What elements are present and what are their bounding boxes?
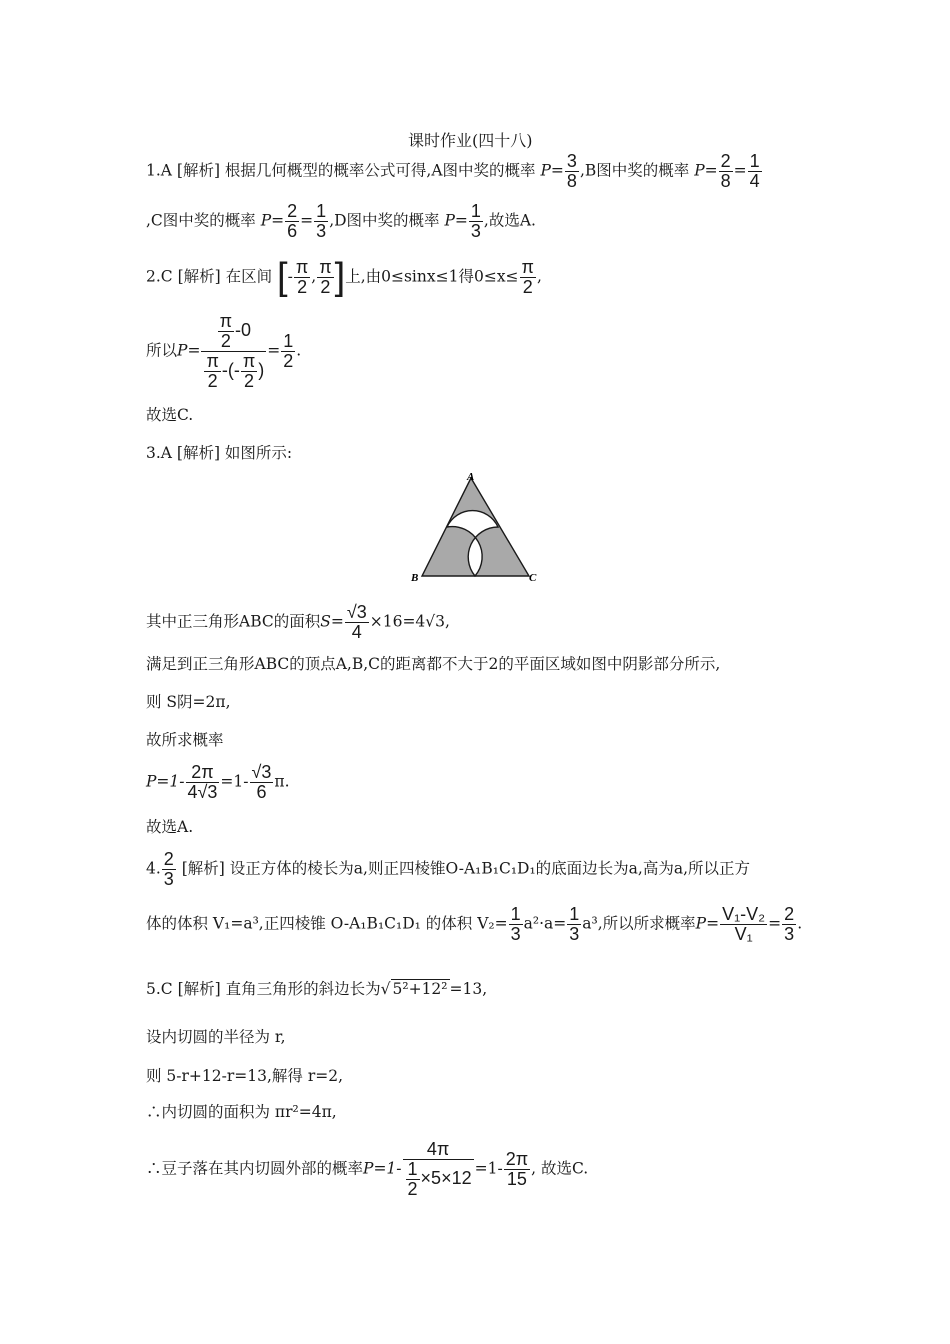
q1-mid-b: ,B图中奖的概率 — [579, 161, 690, 180]
q2-after: 上,由0≤sinx≤1得0≤x≤ — [345, 267, 519, 286]
q1-c: ,C图中奖的概率 — [146, 211, 256, 230]
q1-line2: ,C图中奖的概率 P= $\frac{2}{6}$ = $\frac{1}{3}$ ,D图中奖的概率 P= $\frac{1}{3}$ ,故选A. — [146, 201, 536, 241]
q1-frac-b2: $\frac{1}{4}$ — [749, 151, 760, 191]
q3-area: 其中正三角形ABC的面积S= $\frac{√3}{4}$ ×16=4√3, — [146, 602, 450, 642]
q5-big-frac: 4π $\frac{1}{2}$ ×5×12 — [403, 1140, 474, 1199]
q4-line2: 体的体积 V₁=a³,正四棱锥 O-A₁B₁C₁D₁ 的体积 V₂= $\frac{1}{3}$ a²·a= $\frac{1}{3}$ a³,所以所求概率P= $\frac{\text{V₁-V₂}}{\text{V₁}}$ = $\frac{2}{3}$ . — [146, 904, 803, 944]
q5-area: ∴内切圆的面积为 πr²=4π, — [146, 1103, 337, 1121]
q3-satisfy: 满足到正三角形ABC的顶点A,B,C的距离都不大于2的平面区域如图中阴影部分所示, — [146, 655, 721, 673]
q2-x: $\frac{\pi}{2}$ — [521, 257, 534, 297]
q1-p-b: P= — [694, 161, 718, 180]
label-a: A — [467, 471, 475, 483]
q1-p-d: P= — [444, 211, 468, 230]
q1-frac-d: $\frac{1}{3}$ — [470, 201, 481, 241]
q1-tail: ,故选A. — [483, 211, 536, 230]
q2-int-b: $\frac{\pi}{2}$ — [319, 257, 332, 297]
q1-d: ,D图中奖的概率 — [329, 211, 440, 230]
label-b: B — [411, 572, 419, 584]
q1-frac-c2: $\frac{1}{3}$ — [316, 201, 327, 241]
q1-p-a: P= — [540, 161, 564, 180]
q4-answer: $\frac{2}{3}$ — [163, 849, 174, 889]
q5-prob: ∴豆子落在其内切圆外部的概率P=1- 4π $\frac{1}{2}$ ×5×12 =1- $\frac{2\pi}{15}$ , 故选C. — [146, 1139, 589, 1199]
q2-big-frac: $\frac{\pi}{2}$ -0 $\frac{\pi}{2}$ -(- $\frac{\pi}{2}$ ) — [201, 312, 266, 391]
q3-end: 故选A. — [146, 818, 194, 836]
q3-head: 3.A [解析] 如图所示: — [146, 444, 293, 462]
q1-p-c: P= — [260, 211, 285, 230]
q5-head: 5.C [解析] 直角三角形的斜边长为√ 5²+12² =13, — [146, 980, 488, 998]
q5-solve: 则 5-r+12-r=13,解得 r=2, — [146, 1067, 344, 1085]
label-c: C — [529, 572, 537, 584]
q2-end: 故选C. — [146, 406, 194, 424]
q2-line1: 2.C [解析] 在区间 [- $\frac{\pi}{2}$ , $\frac{\pi}{2}$ ]上,由0≤sinx≤1得0≤x≤ $\frac{\pi}{2}$ , — [146, 256, 542, 299]
q1-line1: 1.A [解析] 根据几何概型的概率公式可得,A图中奖的概率 P= $\frac{3}{8}$ ,B图中奖的概率 P= $\frac{2}{8}$ = $\frac{1}{4}$ — [146, 151, 760, 191]
q2-int-a: $\frac{\pi}{2}$ — [295, 257, 309, 297]
q2-head: 2.C [解析] 在区间 — [146, 267, 273, 286]
q2-so: 所以 — [146, 341, 178, 360]
q1-frac-b: $\frac{2}{8}$ — [720, 151, 731, 191]
page-title: 课时作业(四十八) — [408, 131, 533, 150]
triangle-figure — [405, 470, 545, 585]
q4-line1: 4. $\frac{2}{3}$ [解析] 设正方体的棱长为a,则正四棱锥O-A₁B₁C₁D₁的底面边长为a,高为a,所以正方 — [146, 849, 751, 889]
q1-head: 1.A [解析] 根据几何概型的概率公式可得,A图中奖的概率 — [146, 161, 536, 180]
q3-shadow: 则 S阴=2π, — [146, 693, 231, 711]
q1-frac-a: $\frac{3}{8}$ — [566, 151, 577, 191]
q5-r: 设内切圆的半径为 r, — [146, 1028, 286, 1046]
q1-frac-c: $\frac{2}{6}$ — [287, 201, 298, 241]
q2-res: $\frac{1}{2}$ — [283, 330, 294, 371]
q2-line2: 所以P= $\frac{\pi}{2}$ -0 $\frac{\pi}{2}$ -(- $\frac{\pi}{2}$ ) = $\frac{1}{2}$ . — [146, 311, 302, 391]
q3-prob: P=1- $\frac{2\pi}{4√3}$ =1- $\frac{√3}{6}$ π. — [146, 762, 290, 802]
q3-seek: 故所求概率 — [146, 731, 224, 749]
q5-root: 5²+12² — [392, 980, 448, 998]
